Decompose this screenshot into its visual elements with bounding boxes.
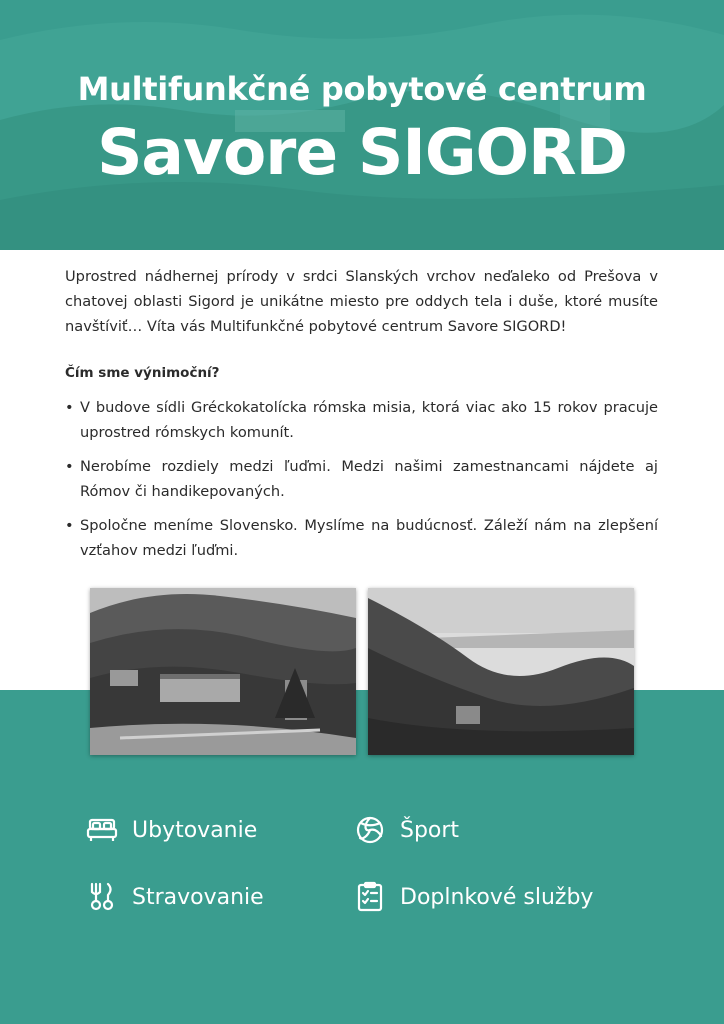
list-item: • Spoločne meníme Slovensko. Myslíme na budúcnosť. Záleží nám na zlepšení vzťahov medzi ľuďmi.: [65, 513, 658, 563]
header-banner: [0, 0, 724, 250]
valley-photo: [368, 588, 634, 755]
cutlery-icon: [86, 881, 118, 913]
service-label: Ubytovanie: [132, 817, 258, 843]
list-item: • Nerobíme rozdiely medzi ľuďmi. Medzi našimi zamestnancami nájdete aj Rómov či handikepovaných.: [65, 454, 658, 504]
building-photo: [90, 588, 356, 755]
checklist-icon: [354, 881, 386, 913]
service-extras: [354, 881, 593, 913]
service-label: Stravovanie: [132, 884, 264, 910]
service-sport: [354, 814, 459, 846]
list-item: • V budove sídli Gréckokatolícka rómska misia, ktorá viac ako 15 rokov pracuje uprostred rómskych komunít.: [65, 395, 658, 445]
section-title: Čím sme výnimoční?: [65, 365, 220, 381]
header-title: Savore SIGORD: [97, 116, 627, 189]
service-dining: [86, 881, 264, 913]
service-label: Šport: [400, 817, 460, 843]
intro-paragraph: Uprostred nádhernej prírody v srdci Slanských vrchov neďaleko od Prešova v chatovej oblasti Sigord je unikátne miesto pre oddych tela i duše, ktoré musíte navštíviť… Víta vás Multifunkčné pobytové centrum Savore SIGORD!: [65, 268, 658, 335]
service-accommodation: [86, 814, 257, 846]
feature-list: [65, 395, 658, 572]
bed-icon: [86, 814, 118, 846]
volleyball-icon: [354, 814, 386, 846]
service-label: Doplnkové služby: [400, 884, 594, 910]
header-subtitle: Multifunkčné pobytové centrum: [77, 70, 647, 108]
